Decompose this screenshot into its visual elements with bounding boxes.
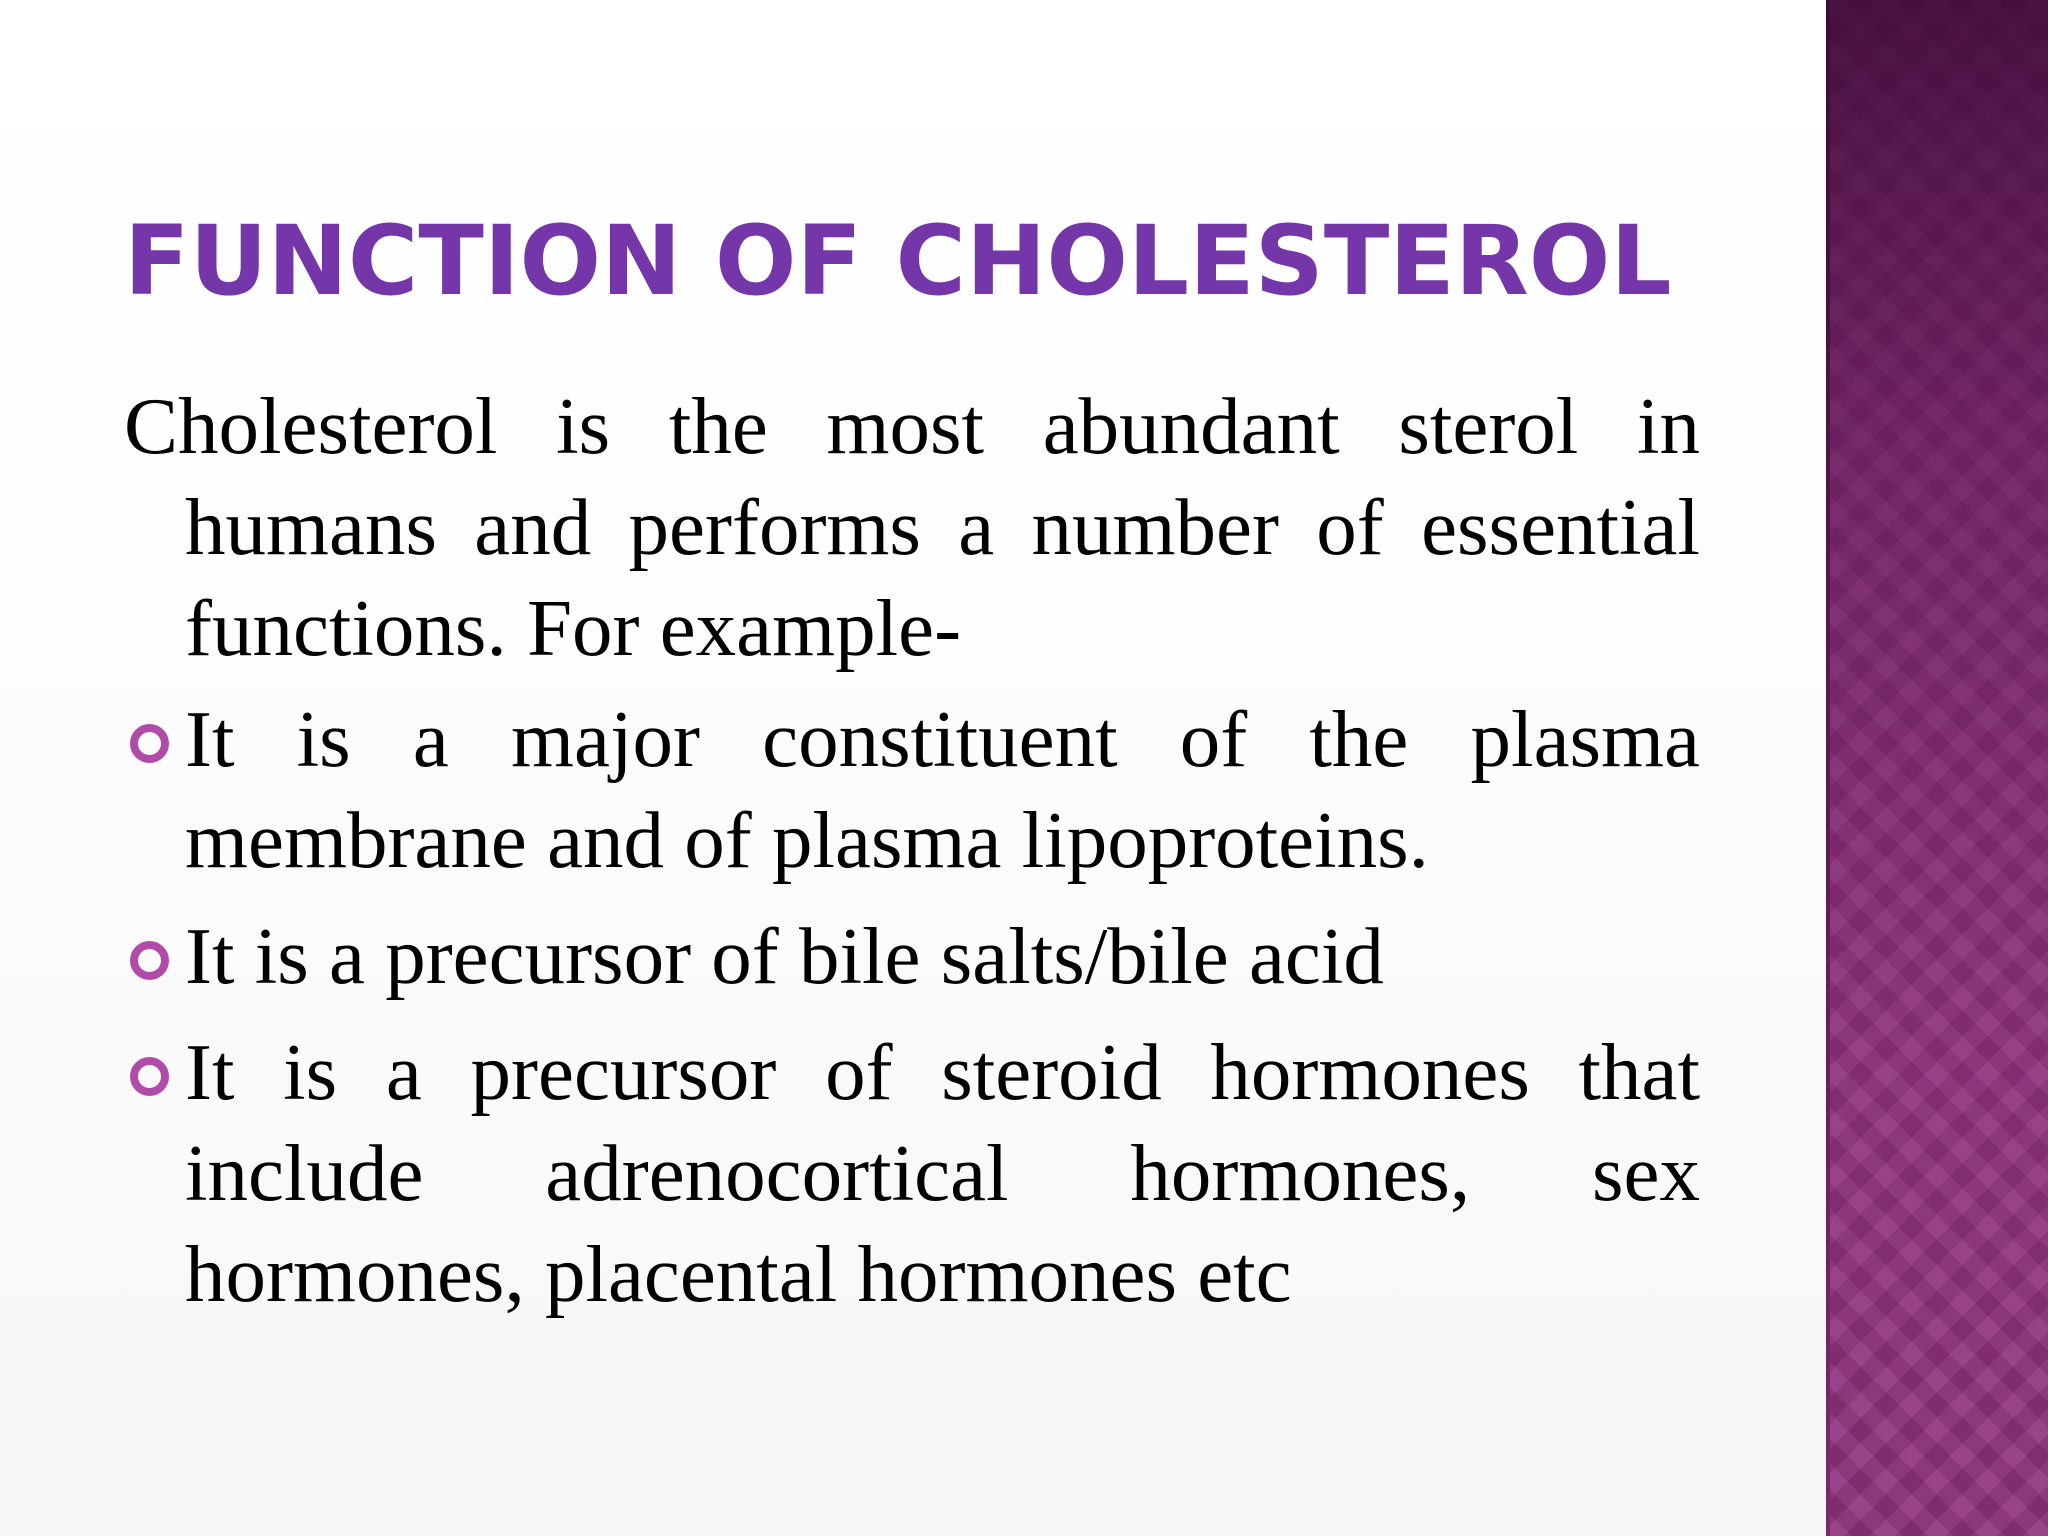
decorative-side-band — [1826, 0, 2048, 1536]
bullet-text: It is a precursor of steroid hormones that include adrenocortical hormones, sex hormones, placental hormones etc — [185, 1027, 1700, 1319]
hollow-circle-bullet-icon — [130, 941, 169, 980]
bullet-item — [124, 1022, 1700, 1325]
hollow-circle-bullet-icon — [130, 1057, 169, 1096]
intro-paragraph: Cholesterol is the most abundant sterol in humans and performs a number of essential functions. For example- — [124, 381, 1700, 673]
slide-title: FUNCTION OF CHOLESTEROL — [124, 205, 1672, 317]
slide-content — [124, 376, 1700, 1340]
bullet-text: It is a precursor of bile salts/bile acid — [185, 911, 1384, 1001]
side-band-edge — [1826, 0, 1830, 1536]
hollow-circle-bullet-icon — [130, 724, 169, 763]
bullet-item — [124, 689, 1700, 891]
bullet-text: It is a major constituent of the plasma membrane and of plasma lipoproteins. — [185, 694, 1700, 885]
bullet-item — [124, 906, 1700, 1007]
